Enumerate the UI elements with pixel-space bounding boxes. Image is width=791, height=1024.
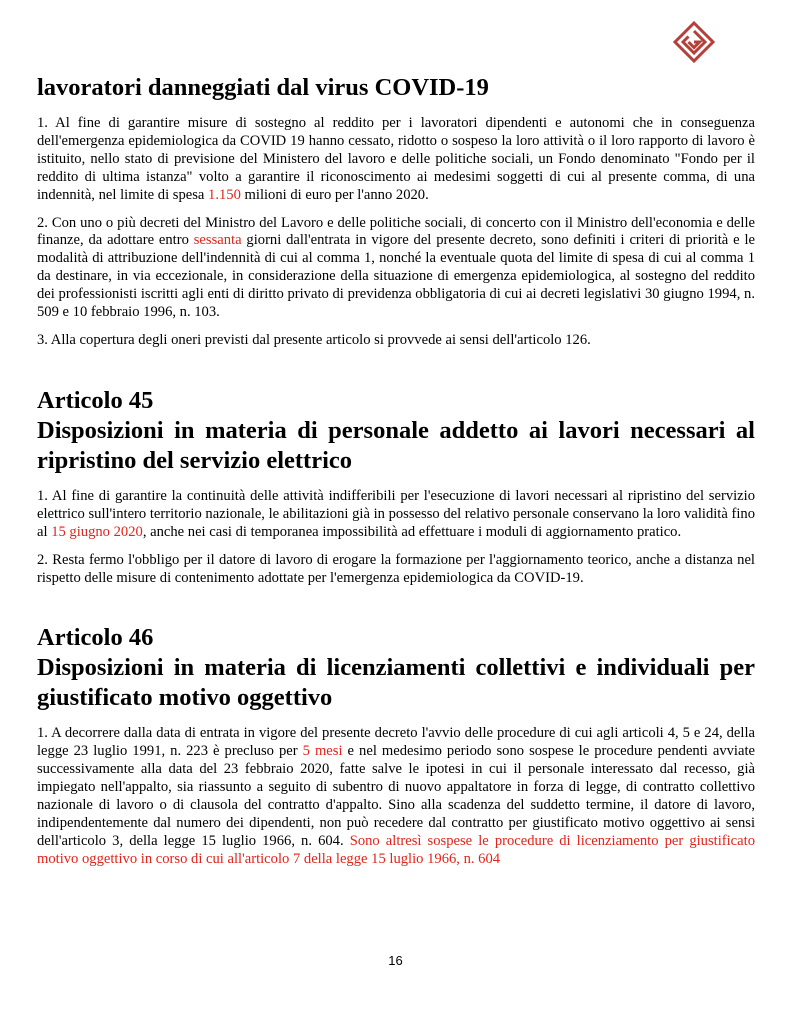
paragraph [37,115,755,205]
page-number: 16 [388,953,403,968]
text-run: 1. Al fine di garantire la continuità delle attività indifferibili per l'esecuzione di lavori necessari al ripristino del servizio elettrico sull'intero territorio nazionale, le abilitazioni già in possesso del relativo personale conservano la loro validità fino al [37,487,755,540]
article-subject: Disposizioni in materia di licenziamenti collettivi e individuali per giustificato motivo oggettivo [37,654,755,712]
text-run: milioni di euro per l'anno 2020. [240,186,429,203]
paragraph [37,725,755,868]
article-paragraphs [37,488,755,588]
document-body [37,72,755,879]
article-number: Articolo 46 [37,624,154,652]
article-heading [37,386,755,476]
highlighted-text: sessanta [193,232,242,249]
text-run: giorni dall'entrata in vigore del presente decreto, sono definiti i criteri di priorità e le modalità di attribuzione dell'indennità di cui al comma 1, nonché la eventuale quota del limite di spesa di cui al comma 1 da destinare, in via eccezionale, in considerazione della situazione di emergenza epidemiologica, al sostegno del reddito dei professionisti iscritti agli enti di diritto privato di previdenza obbligatoria di cui ai decreti legislativi 30 giugno 1994, n. 509 e 10 febbraio 1996, n. 103. [37,232,755,321]
highlighted-text: 5 mesi [302,743,343,760]
article-section [37,623,755,868]
text-run: 2. Con uno o più decreti del Ministro del Lavoro e delle politiche sociali, di concerto con il Ministro dell'economia e delle finanze, da adottare entro [37,214,755,249]
text-run: 1. A decorrere dalla data di entrata in vigore del presente decreto l'avvio delle procedure di cui agli articoli 4, 5 e 24, della legge 23 luglio 1991, n. 223 è precluso per [37,725,755,760]
text-run: e nel medesimo periodo sono sospese le procedure pendenti avviate successivamente alla data del 23 febbraio 2020, fatte salve le ipotesi in cui il personale interessato dal recesso, già impiegato nell'appalto, sia riassunto a seguito di subentro di nuovo appaltatore in forza di legge, di contratto collettivo nazionale di lavoro o di clausola del contratto d'appalto. Sino alla scadenza del suddetto termine, il datore di lavoro, indipendentemente dal numero dei dipendenti, non può recedere dal contratto per giustificato motivo oggettivo ai sensi dell'articolo 3, della legge 15 luglio 1966, n. 604. [37,743,755,849]
paragraph [37,552,755,588]
article-heading [37,623,755,713]
article-subject: Disposizioni in materia di personale addetto ai lavori necessari al ripristino del servizio elettrico [37,416,755,474]
section-title: lavoratori danneggiati dal virus COVID-19 [37,74,489,101]
paragraph [37,332,755,350]
paragraph [37,215,755,322]
diamond-g-logo-icon [672,20,716,64]
text-run: , anche nei casi di temporanea impossibilità ad effettuare i moduli di aggiornamento pratico. [142,523,682,540]
text-run: 2. Resta fermo l'obbligo per il datore di lavoro di erogare la formazione per l'aggiornamento teorico, anche a distanza nel rispetto delle misure di contenimento adottate per l'emergenza epidemiologica da COVID-19. [37,551,755,586]
article-paragraphs [37,725,755,868]
article-number: Articolo 45 [37,386,154,414]
highlighted-text: Sono altresì sospese le procedure di licenziamento per giustificato motivo oggettivo in corso di cui all'articolo 7 della legge 15 luglio 1966, n. 604 [37,832,755,867]
highlighted-text: 1.150 [208,186,241,203]
articles-list [37,386,755,869]
highlighted-text: 15 giugno 2020 [51,523,143,540]
text-run: 1. Al fine di garantire misure di sostegno al reddito per i lavoratori dipendenti e autonomi che in conseguenza dell'emergenza epidemiologica da COVID 19 hanno cessato, ridotto o sospeso la loro attività o il loro rapporto di lavoro è istituito, nello stato di previsione del Ministero del lavoro e delle politiche sociali, un Fondo denominato "Fondo per il reddito di ultima istanza" volto a garantire il riconoscimento ai medesimi soggetti di cui al presente comma, di una indennità, nel limite di spesa [37,115,755,203]
article-section [37,386,755,588]
text-run: 3. Alla copertura degli oneri previsti dal presente articolo si provvede ai sensi dell'articolo 126. [37,331,591,348]
paragraph [37,488,755,542]
intro-paragraphs [37,115,755,350]
